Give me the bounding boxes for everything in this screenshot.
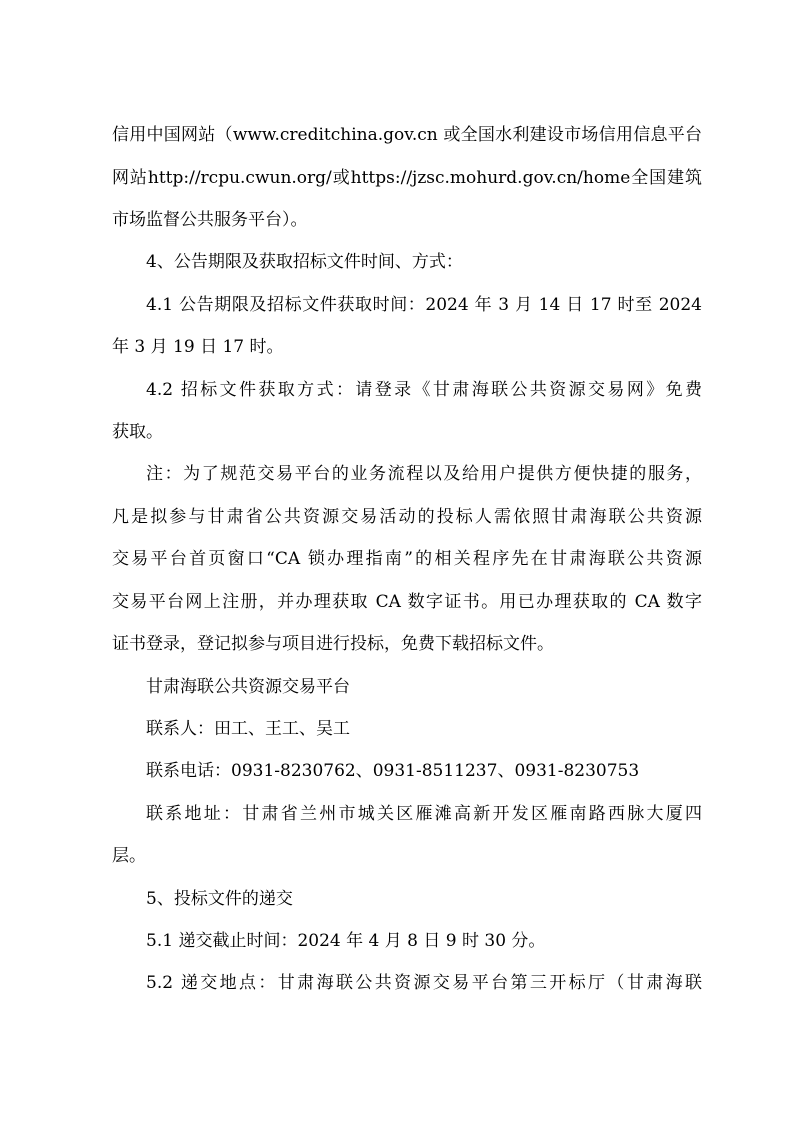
text-line: 信用中国网站（www.creditchina.gov.cn 或全国水利建设市场信用信息平台 <box>112 125 702 145</box>
organization-name: 甘肃海联公共资源交易平台 <box>146 677 350 697</box>
contact-phone: 联系电话：0931-8230762、0931-8511237、0931-8230753 <box>146 761 640 781</box>
text-line: 层。 <box>112 846 146 866</box>
text-line: 注：为了规范交易平台的业务流程以及给用户提供方便快捷的服务， <box>146 464 702 484</box>
text-line: 交易平台首页窗口“CA 锁办理指南”的相关程序先在甘肃海联公共资源 <box>112 549 702 569</box>
text-line: 市场监督公共服务平台）。 <box>112 210 308 230</box>
text-line: 年 3 月 19 日 17 时。 <box>112 337 284 357</box>
text-line: 5.2 递交地点：甘肃海联公共资源交易平台第三开标厅（甘肃海联 <box>146 973 702 993</box>
text-line: 4.2 招标文件获取方式：请登录《甘肃海联公共资源交易网》免费 <box>146 380 702 400</box>
text-line: 4.1 公告期限及招标文件获取时间：2024 年 3 月 14 日 17 时至 2024 <box>146 295 702 315</box>
text-line: 网站http://rcpu.cwun.org/或https://jzsc.mohurd.gov.cn/home全国建筑 <box>112 168 702 188</box>
section-heading: 4、公告期限及获取招标文件时间、方式： <box>146 252 463 272</box>
text-line: 证书登录，登记拟参与项目进行投标，免费下载招标文件。 <box>112 634 554 654</box>
contact-person: 联系人：田工、王工、吴工 <box>146 719 350 739</box>
text-line: 获取。 <box>112 422 163 442</box>
contact-address: 联系地址：甘肃省兰州市城关区雁滩高新开发区雁南路西脉大厦四 <box>146 804 702 824</box>
section-heading: 5、投标文件的递交 <box>146 889 293 909</box>
text-line: 凡是拟参与甘肃省公共资源交易活动的投标人需依照甘肃海联公共资源 <box>112 507 702 527</box>
text-line: 交易平台网上注册，并办理获取 CA 数字证书。用已办理获取的 CA 数字 <box>112 592 702 612</box>
text-line: 5.1 递交截止时间：2024 年 4 月 8 日 9 时 30 分。 <box>146 931 546 951</box>
